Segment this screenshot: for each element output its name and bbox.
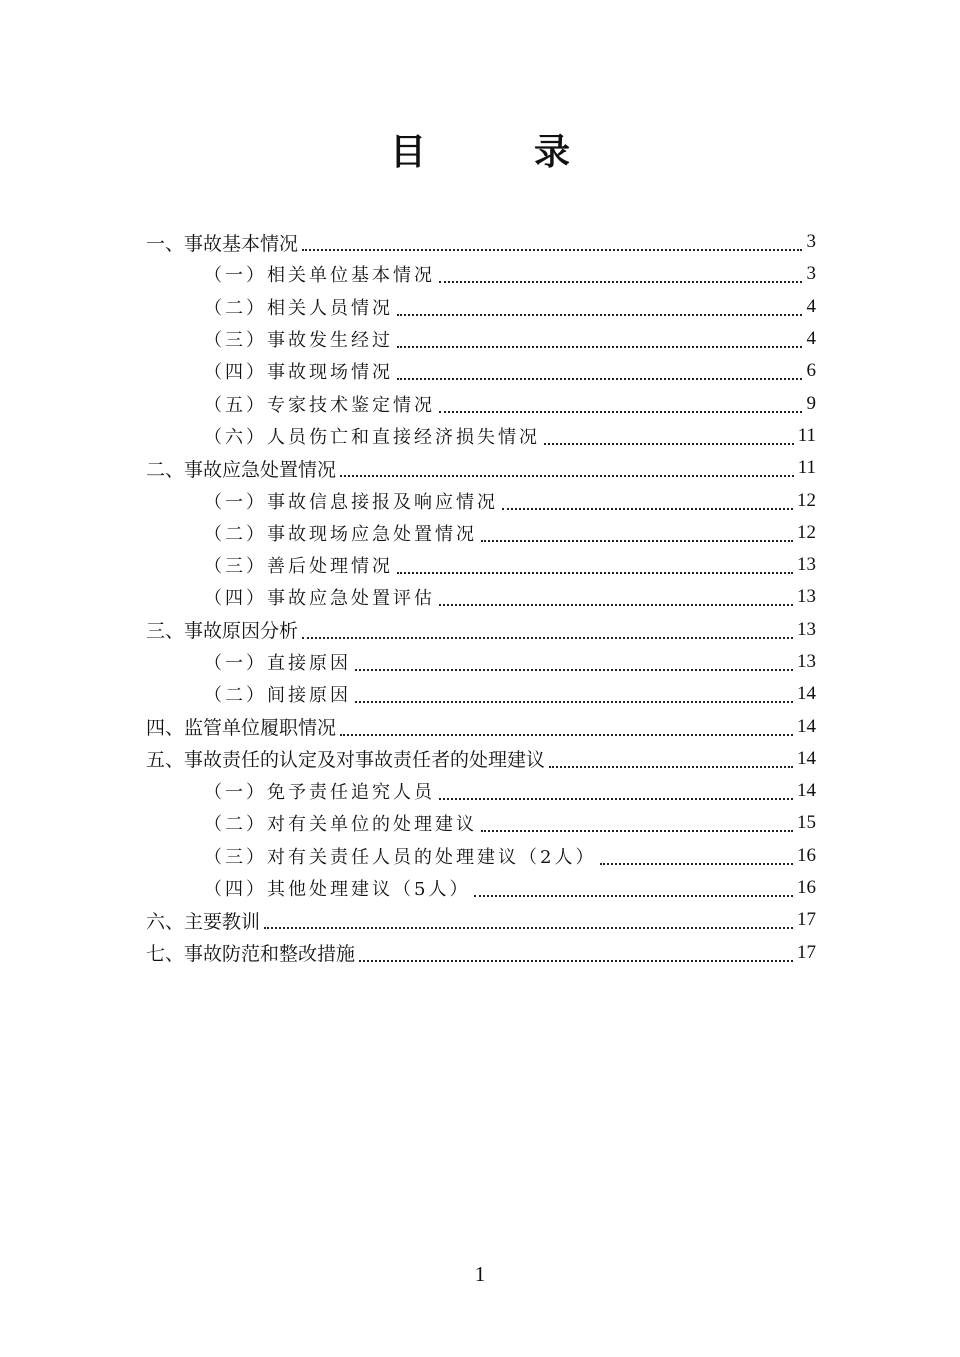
toc-dot-leader (340, 475, 794, 477)
toc-entry-label: （一）直接原因 (204, 653, 351, 674)
toc-entry-page: 13 (797, 554, 816, 576)
toc-entry-label: 五、事故责任的认定及对事故责任者的处理建议 (146, 749, 546, 772)
toc-entry-page: 17 (797, 941, 816, 963)
toc-dot-leader (439, 798, 793, 800)
toc-entry-page: 14 (797, 747, 816, 769)
toc-entry[interactable] (146, 775, 816, 807)
toc-entry-page: 14 (797, 715, 816, 737)
toc-dot-leader (302, 637, 793, 639)
toc-entry-page: 13 (797, 586, 816, 608)
toc-entry-page: 13 (797, 651, 816, 672)
toc-entry-page: 15 (797, 812, 816, 834)
toc-entry[interactable] (146, 387, 816, 419)
table-of-contents (146, 226, 816, 969)
toc-entry-page: 12 (797, 521, 816, 543)
toc-entry-page: 16 (797, 877, 816, 899)
toc-entry[interactable] (146, 646, 816, 678)
toc-entry-label: 二、事故应急处置情况 (146, 458, 337, 481)
toc-dot-leader (481, 830, 793, 832)
toc-entry[interactable] (146, 710, 816, 742)
toc-entry[interactable] (146, 581, 816, 613)
toc-dot-leader (359, 960, 793, 962)
toc-entry[interactable] (146, 258, 816, 290)
footer-page-number: 1 (474, 1262, 486, 1286)
toc-entry-label: （五）专家技术鉴定情况 (204, 394, 435, 416)
toc-entry[interactable] (146, 807, 816, 839)
toc-entry-page: 3 (806, 263, 816, 285)
toc-entry-label: 六、主要教训 (146, 910, 261, 933)
toc-entry-page: 11 (797, 457, 816, 479)
toc-dot-leader (355, 669, 793, 671)
toc-entry[interactable] (146, 872, 816, 904)
toc-entry[interactable] (146, 323, 816, 355)
toc-entry-label: （一）免予责任追究人员 (204, 782, 435, 804)
toc-dot-leader (481, 540, 793, 542)
toc-entry-label: （四）事故现场情况 (204, 362, 393, 384)
toc-dot-leader (474, 895, 793, 897)
toc-entry-page: 13 (797, 618, 816, 640)
toc-entry[interactable] (146, 678, 816, 710)
toc-entry-label: （二）对有关单位的处理建议 (204, 814, 477, 836)
toc-entry-label: 一、事故基本情况 (146, 232, 299, 255)
toc-entry[interactable] (146, 291, 816, 323)
toc-dot-leader (439, 411, 802, 413)
toc-entry-page: 4 (806, 328, 816, 350)
toc-dot-leader (502, 508, 793, 510)
toc-dot-leader (549, 766, 793, 768)
toc-dot-leader (340, 734, 793, 736)
toc-entry[interactable] (146, 904, 816, 936)
toc-entry-label: （二）事故现场应急处置情况 (204, 523, 477, 545)
toc-entry[interactable] (146, 549, 816, 581)
toc-entry-label: （三）对有关责任人员的处理建议（2人） (204, 846, 597, 868)
toc-entry-label: （三）善后处理情况 (204, 556, 393, 578)
toc-entry-label: （四）其他处理建议（5人） (204, 879, 471, 901)
toc-entry[interactable] (146, 355, 816, 387)
toc-entry-page: 16 (797, 844, 816, 866)
toc-entry-page: 4 (806, 295, 816, 317)
toc-entry-label: 七、事故防范和整改措施 (146, 943, 356, 966)
toc-entry[interactable] (146, 743, 816, 775)
toc-entry-label: （二）间接原因 (204, 685, 351, 707)
toc-dot-leader (355, 701, 793, 703)
toc-dot-leader (397, 314, 802, 316)
toc-dot-leader (397, 572, 793, 574)
toc-entry-label: （三）事故发生经过 (204, 330, 393, 352)
toc-entry-page: 11 (797, 424, 816, 446)
toc-entry-label: （四）事故应急处置评估 (204, 588, 435, 610)
toc-dot-leader (264, 927, 793, 929)
toc-entry[interactable] (146, 840, 816, 872)
toc-entry-label: （六）人员伤亡和直接经济损失情况 (204, 426, 540, 448)
toc-entry-page: 9 (806, 392, 816, 414)
toc-entry-label: （一）事故信息接报及响应情况 (204, 491, 498, 513)
toc-dot-leader (302, 249, 802, 251)
toc-entry-page: 3 (806, 231, 816, 253)
toc-dot-leader (544, 443, 794, 445)
toc-entry[interactable] (146, 452, 816, 484)
toc-entry[interactable] (146, 614, 816, 646)
toc-dot-leader (397, 346, 802, 348)
toc-dot-leader (600, 863, 793, 865)
toc-entry-label: 四、监管单位履职情况 (146, 717, 337, 740)
toc-entry[interactable] (146, 937, 816, 969)
toc-entry-label: （一）相关单位基本情况 (204, 265, 435, 287)
toc-dot-leader (439, 604, 793, 606)
toc-dot-leader (397, 378, 802, 380)
toc-entry-page: 14 (797, 683, 816, 705)
toc-entry[interactable] (146, 517, 816, 549)
toc-entry[interactable] (146, 226, 816, 258)
toc-entry-label: （二）相关人员情况 (204, 297, 393, 319)
toc-entry-label: 三、事故原因分析 (146, 620, 299, 643)
toc-entry[interactable] (146, 420, 816, 452)
toc-entry-page: 17 (797, 909, 816, 931)
page-title: 目 录 (389, 132, 606, 173)
toc-entry[interactable] (146, 484, 816, 516)
toc-entry-page: 12 (797, 489, 816, 511)
toc-entry-page: 14 (797, 780, 816, 802)
toc-entry-page: 6 (806, 360, 816, 382)
toc-dot-leader (439, 281, 802, 283)
